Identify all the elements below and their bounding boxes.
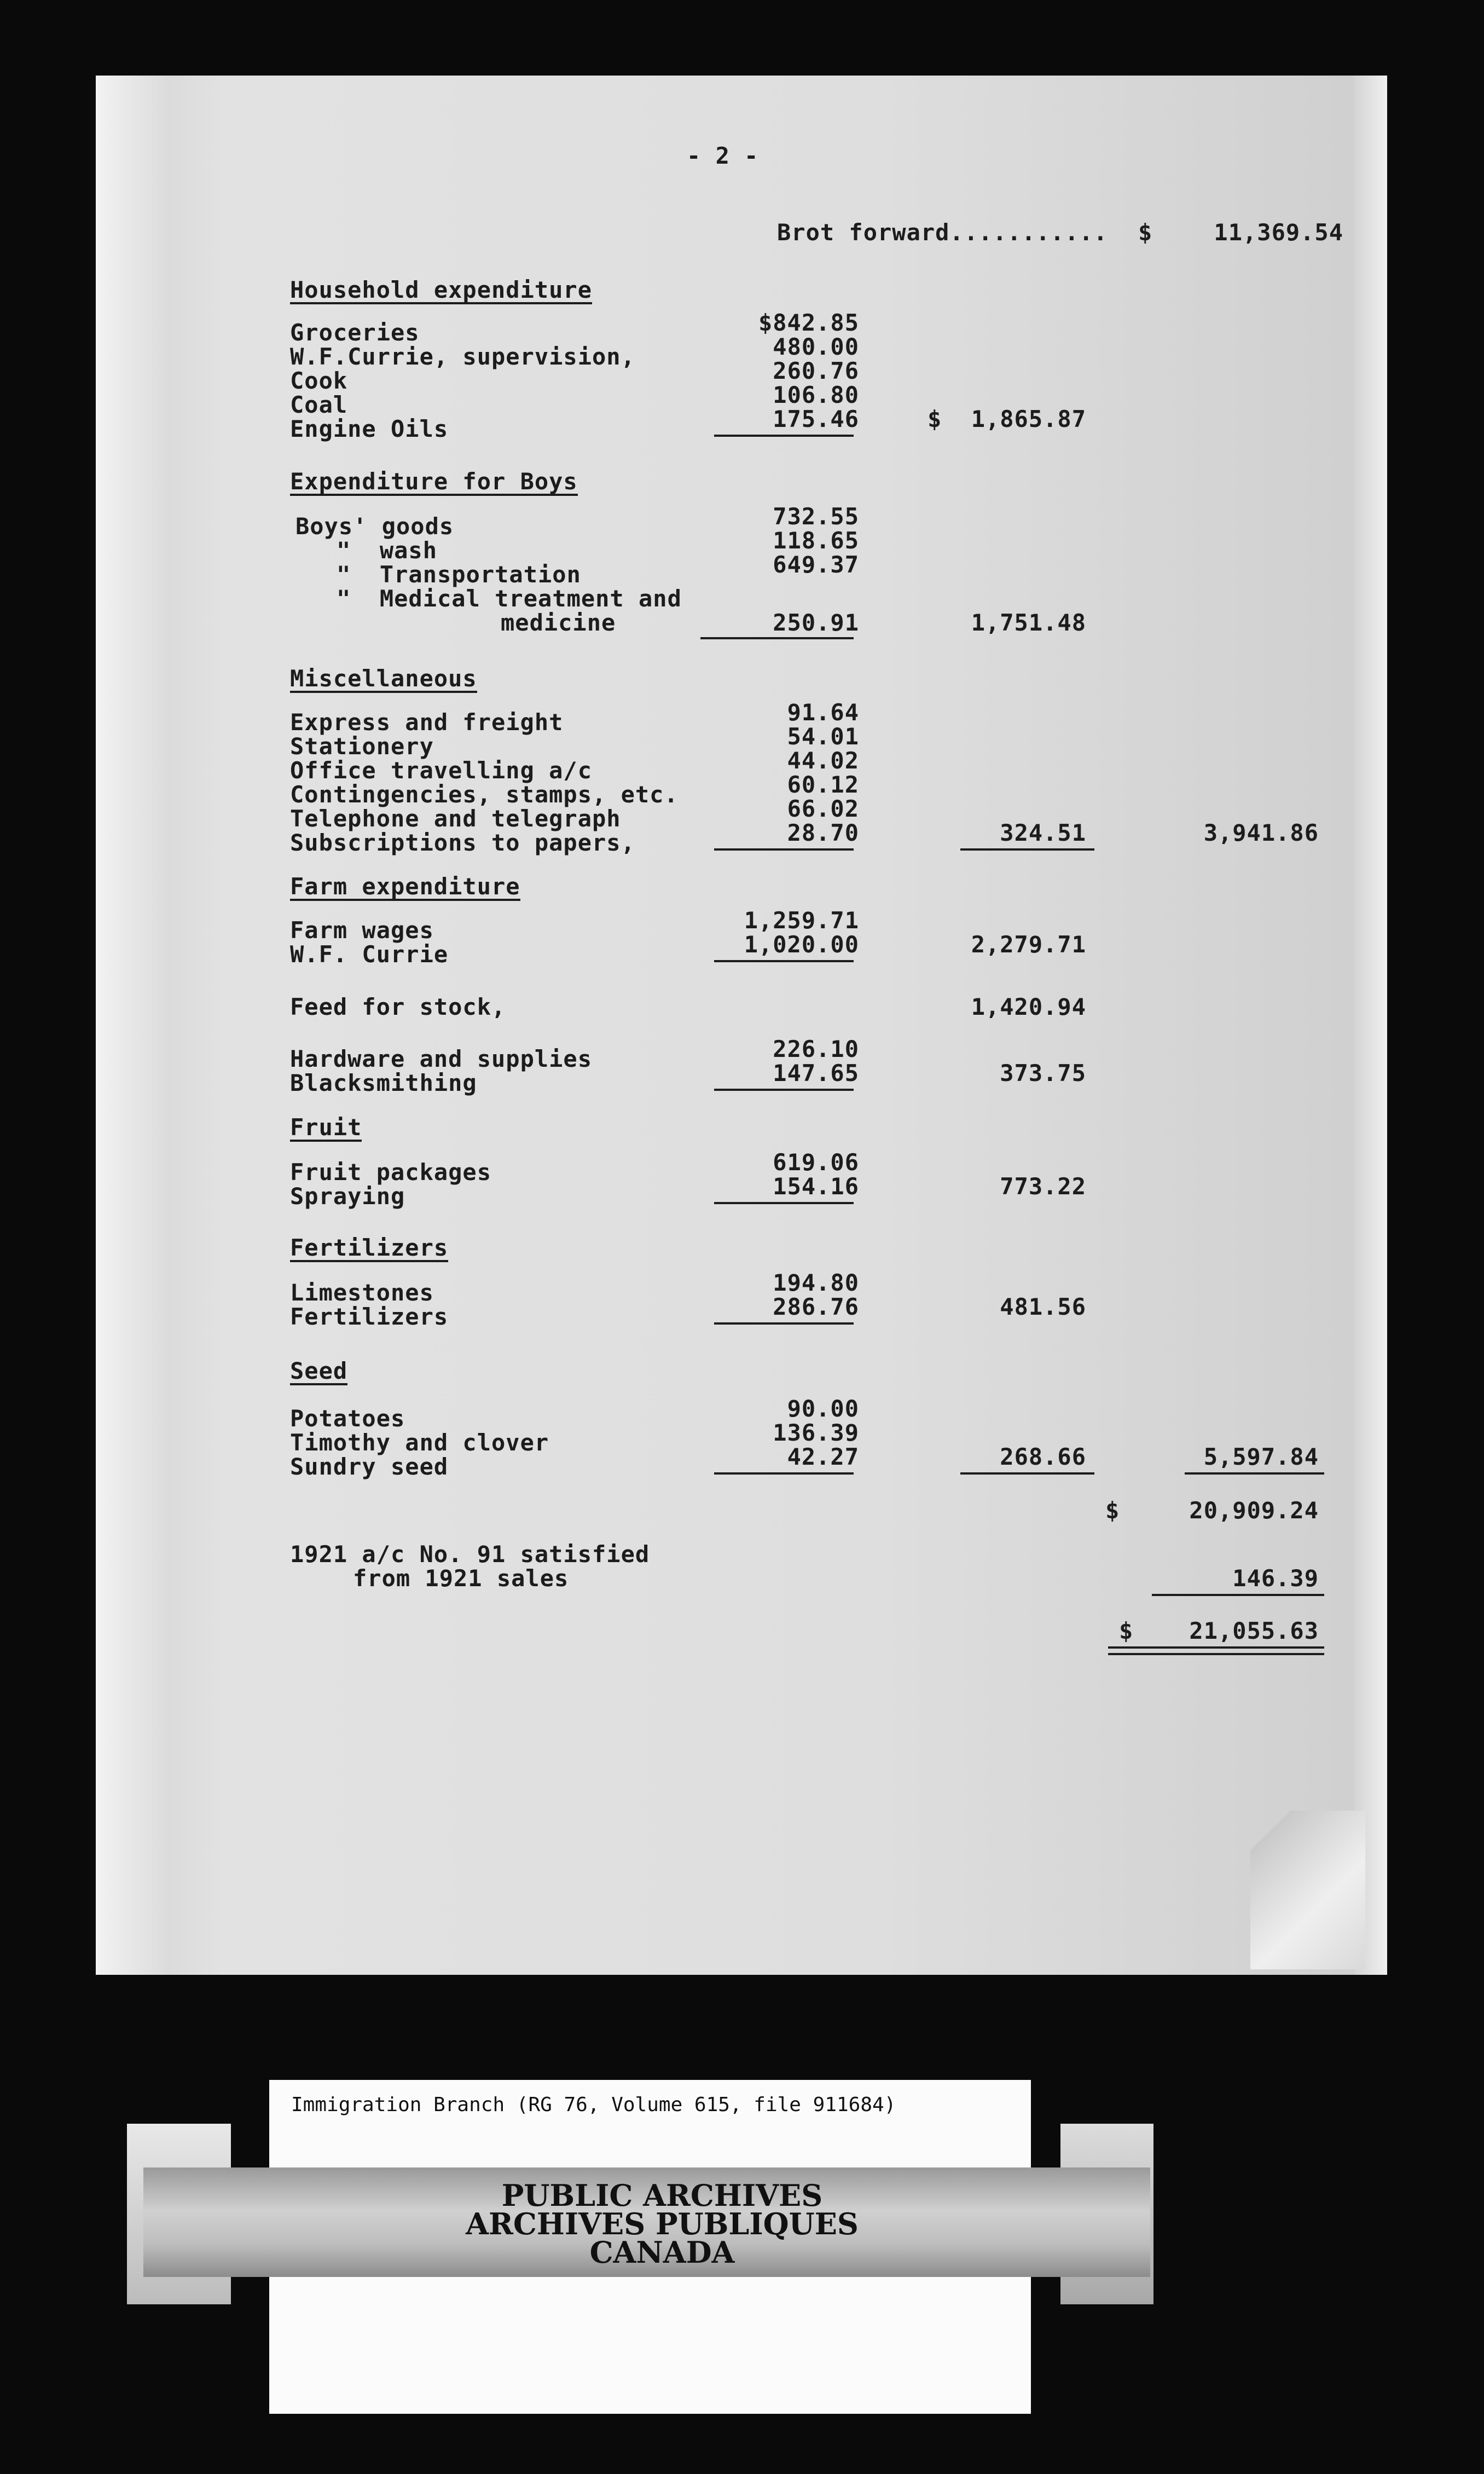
underline-rule xyxy=(714,1089,854,1091)
page-curled-corner xyxy=(1250,1811,1365,1969)
note-amount: 146.39 xyxy=(1232,1565,1319,1592)
archive-stamp xyxy=(416,2178,908,2270)
underline-rule xyxy=(714,960,854,962)
misc-item-amount: 44.02 xyxy=(787,747,859,774)
boys-heading: Expenditure for Boys xyxy=(290,468,578,495)
fertilizers-heading: Fertilizers xyxy=(290,1234,449,1261)
seed-item-label: Timothy and clover xyxy=(290,1429,549,1456)
underline-rule xyxy=(700,637,854,639)
stamp-line: CANADA xyxy=(589,2235,735,2270)
misc-item-amount: 66.02 xyxy=(787,795,859,822)
fruit-item-amount: 619.06 xyxy=(773,1149,859,1176)
hardware-item-label: Blacksmithing xyxy=(290,1070,477,1096)
misc-group-total: 3,941.86 xyxy=(1203,819,1319,846)
archive-reference-text: Immigration Branch (RG 76, Volume 615, file 911684) xyxy=(291,2094,896,2116)
seed-group-total: 5,597.84 xyxy=(1203,1443,1319,1470)
misc-heading: Miscellaneous xyxy=(290,665,477,692)
fruit-subtotal: 773.22 xyxy=(1000,1173,1086,1200)
underline-rule xyxy=(714,435,854,437)
boys-item-label: " Transportation xyxy=(337,561,581,588)
underline-rule xyxy=(714,1202,854,1204)
misc-item-amount: 91.64 xyxy=(787,699,859,726)
fertilizers-subtotal: 481.56 xyxy=(1000,1293,1086,1320)
page-left-edge xyxy=(96,76,167,1975)
household-item-label: Cook xyxy=(290,367,348,394)
fruit-heading: Fruit xyxy=(290,1114,362,1141)
underline-rule xyxy=(1152,1594,1324,1596)
boys-item-label: medicine xyxy=(501,609,616,636)
page-number: - 2 - xyxy=(687,142,759,169)
household-item-label: W.F.Currie, supervision, xyxy=(290,343,635,370)
hardware-subtotal: 373.75 xyxy=(1000,1060,1086,1086)
fruit-item-label: Spraying xyxy=(290,1183,405,1210)
household-item-amount: 106.80 xyxy=(773,381,859,408)
seed-item-amount: 136.39 xyxy=(773,1419,859,1446)
underline-rule xyxy=(1185,1472,1324,1475)
household-item-amount: 260.76 xyxy=(773,357,859,384)
stamp-line: ARCHIVES PUBLIQUES xyxy=(466,2206,859,2241)
seed-item-amount: 42.27 xyxy=(787,1443,859,1470)
misc-item-label: Stationery xyxy=(290,733,434,760)
household-item-label: Engine Oils xyxy=(290,415,449,442)
boys-item-label: Boys' goods xyxy=(295,513,454,540)
seed-item-amount: 90.00 xyxy=(787,1395,859,1422)
hardware-item-amount: 226.10 xyxy=(773,1036,859,1062)
misc-item-amount: 60.12 xyxy=(787,771,859,798)
farm-wage-amount: 1,020.00 xyxy=(744,931,859,958)
farm-wage-amount: 1,259.71 xyxy=(744,907,859,934)
underline-rule xyxy=(714,1322,854,1325)
hardware-item-label: Hardware and supplies xyxy=(290,1045,593,1072)
boys-item-amount: 118.65 xyxy=(773,527,859,554)
household-item-label: Groceries xyxy=(290,319,420,346)
double-underline-rule xyxy=(1108,1646,1324,1649)
misc-item-label: Telephone and telegraph xyxy=(290,805,621,832)
note-line: from 1921 sales xyxy=(353,1565,569,1592)
double-underline-rule xyxy=(1108,1653,1324,1655)
fertilizers-item-amount: 286.76 xyxy=(773,1293,859,1320)
boys-item-label: " wash xyxy=(337,537,438,564)
fertilizers-item-label: Limestones xyxy=(290,1279,434,1306)
farm-heading: Farm expenditure xyxy=(290,873,520,900)
household-item-amount: $842.85 xyxy=(758,309,859,336)
stamp-line: PUBLIC ARCHIVES xyxy=(501,2178,823,2213)
misc-item-label: Express and freight xyxy=(290,709,564,736)
underline-rule xyxy=(714,1472,854,1475)
feed-amount: 1,420.94 xyxy=(971,993,1086,1020)
boys-item-label: " Medical treatment and xyxy=(337,585,682,612)
boys-item-amount: 250.91 xyxy=(773,609,859,636)
underline-rule xyxy=(960,1472,1094,1475)
misc-item-label: Office travelling a/c xyxy=(290,757,593,784)
boys-item-amount: 732.55 xyxy=(773,503,859,530)
fruit-item-label: Fruit packages xyxy=(290,1159,492,1186)
document-page xyxy=(96,76,1387,1975)
total-dollar: $ xyxy=(1105,1497,1120,1524)
misc-item-label: Contingencies, stamps, etc. xyxy=(290,781,679,808)
household-item-amount: 480.00 xyxy=(773,333,859,360)
boys-subtotal: 1,751.48 xyxy=(971,609,1086,636)
hardware-item-amount: 147.65 xyxy=(773,1060,859,1086)
fertilizers-item-label: Fertilizers xyxy=(290,1303,449,1330)
misc-item-amount: 54.01 xyxy=(787,723,859,750)
household-subtotal: 1,865.87 xyxy=(971,406,1086,432)
misc-item-amount: 28.70 xyxy=(787,819,859,846)
seed-heading: Seed xyxy=(290,1357,348,1384)
boys-item-amount: 649.37 xyxy=(773,551,859,578)
household-subtotal-dollar: $ xyxy=(928,406,942,432)
page-right-edge xyxy=(1354,76,1387,1975)
underline-rule xyxy=(714,848,854,851)
grand-total-amount: 21,055.63 xyxy=(1189,1617,1319,1644)
farm-wage-label: W.F. Currie xyxy=(290,941,449,968)
seed-subtotal: 268.66 xyxy=(1000,1443,1086,1470)
fruit-item-amount: 154.16 xyxy=(773,1173,859,1200)
household-heading: Household expenditure xyxy=(290,276,593,303)
farm-wages-subtotal: 2,279.71 xyxy=(971,931,1086,958)
fertilizers-item-amount: 194.80 xyxy=(773,1269,859,1296)
note-line: 1921 a/c No. 91 satisfied xyxy=(290,1541,650,1568)
seed-item-label: Potatoes xyxy=(290,1405,405,1432)
brot-forward-dollar: $ xyxy=(1138,219,1153,246)
grand-total-dollar: $ xyxy=(1119,1617,1134,1644)
misc-subtotal: 324.51 xyxy=(1000,819,1086,846)
household-item-label: Coal xyxy=(290,391,348,418)
underline-rule xyxy=(960,848,1094,851)
brot-forward-label: Brot forward........... xyxy=(777,219,1108,246)
brot-forward-amount: 11,369.54 xyxy=(1214,219,1343,246)
total-amount: 20,909.24 xyxy=(1189,1497,1319,1524)
misc-item-label: Subscriptions to papers, xyxy=(290,829,635,856)
farm-wage-label: Farm wages xyxy=(290,917,434,944)
seed-item-label: Sundry seed xyxy=(290,1453,449,1480)
household-item-amount: 175.46 xyxy=(773,406,859,432)
feed-label: Feed for stock, xyxy=(290,993,506,1020)
